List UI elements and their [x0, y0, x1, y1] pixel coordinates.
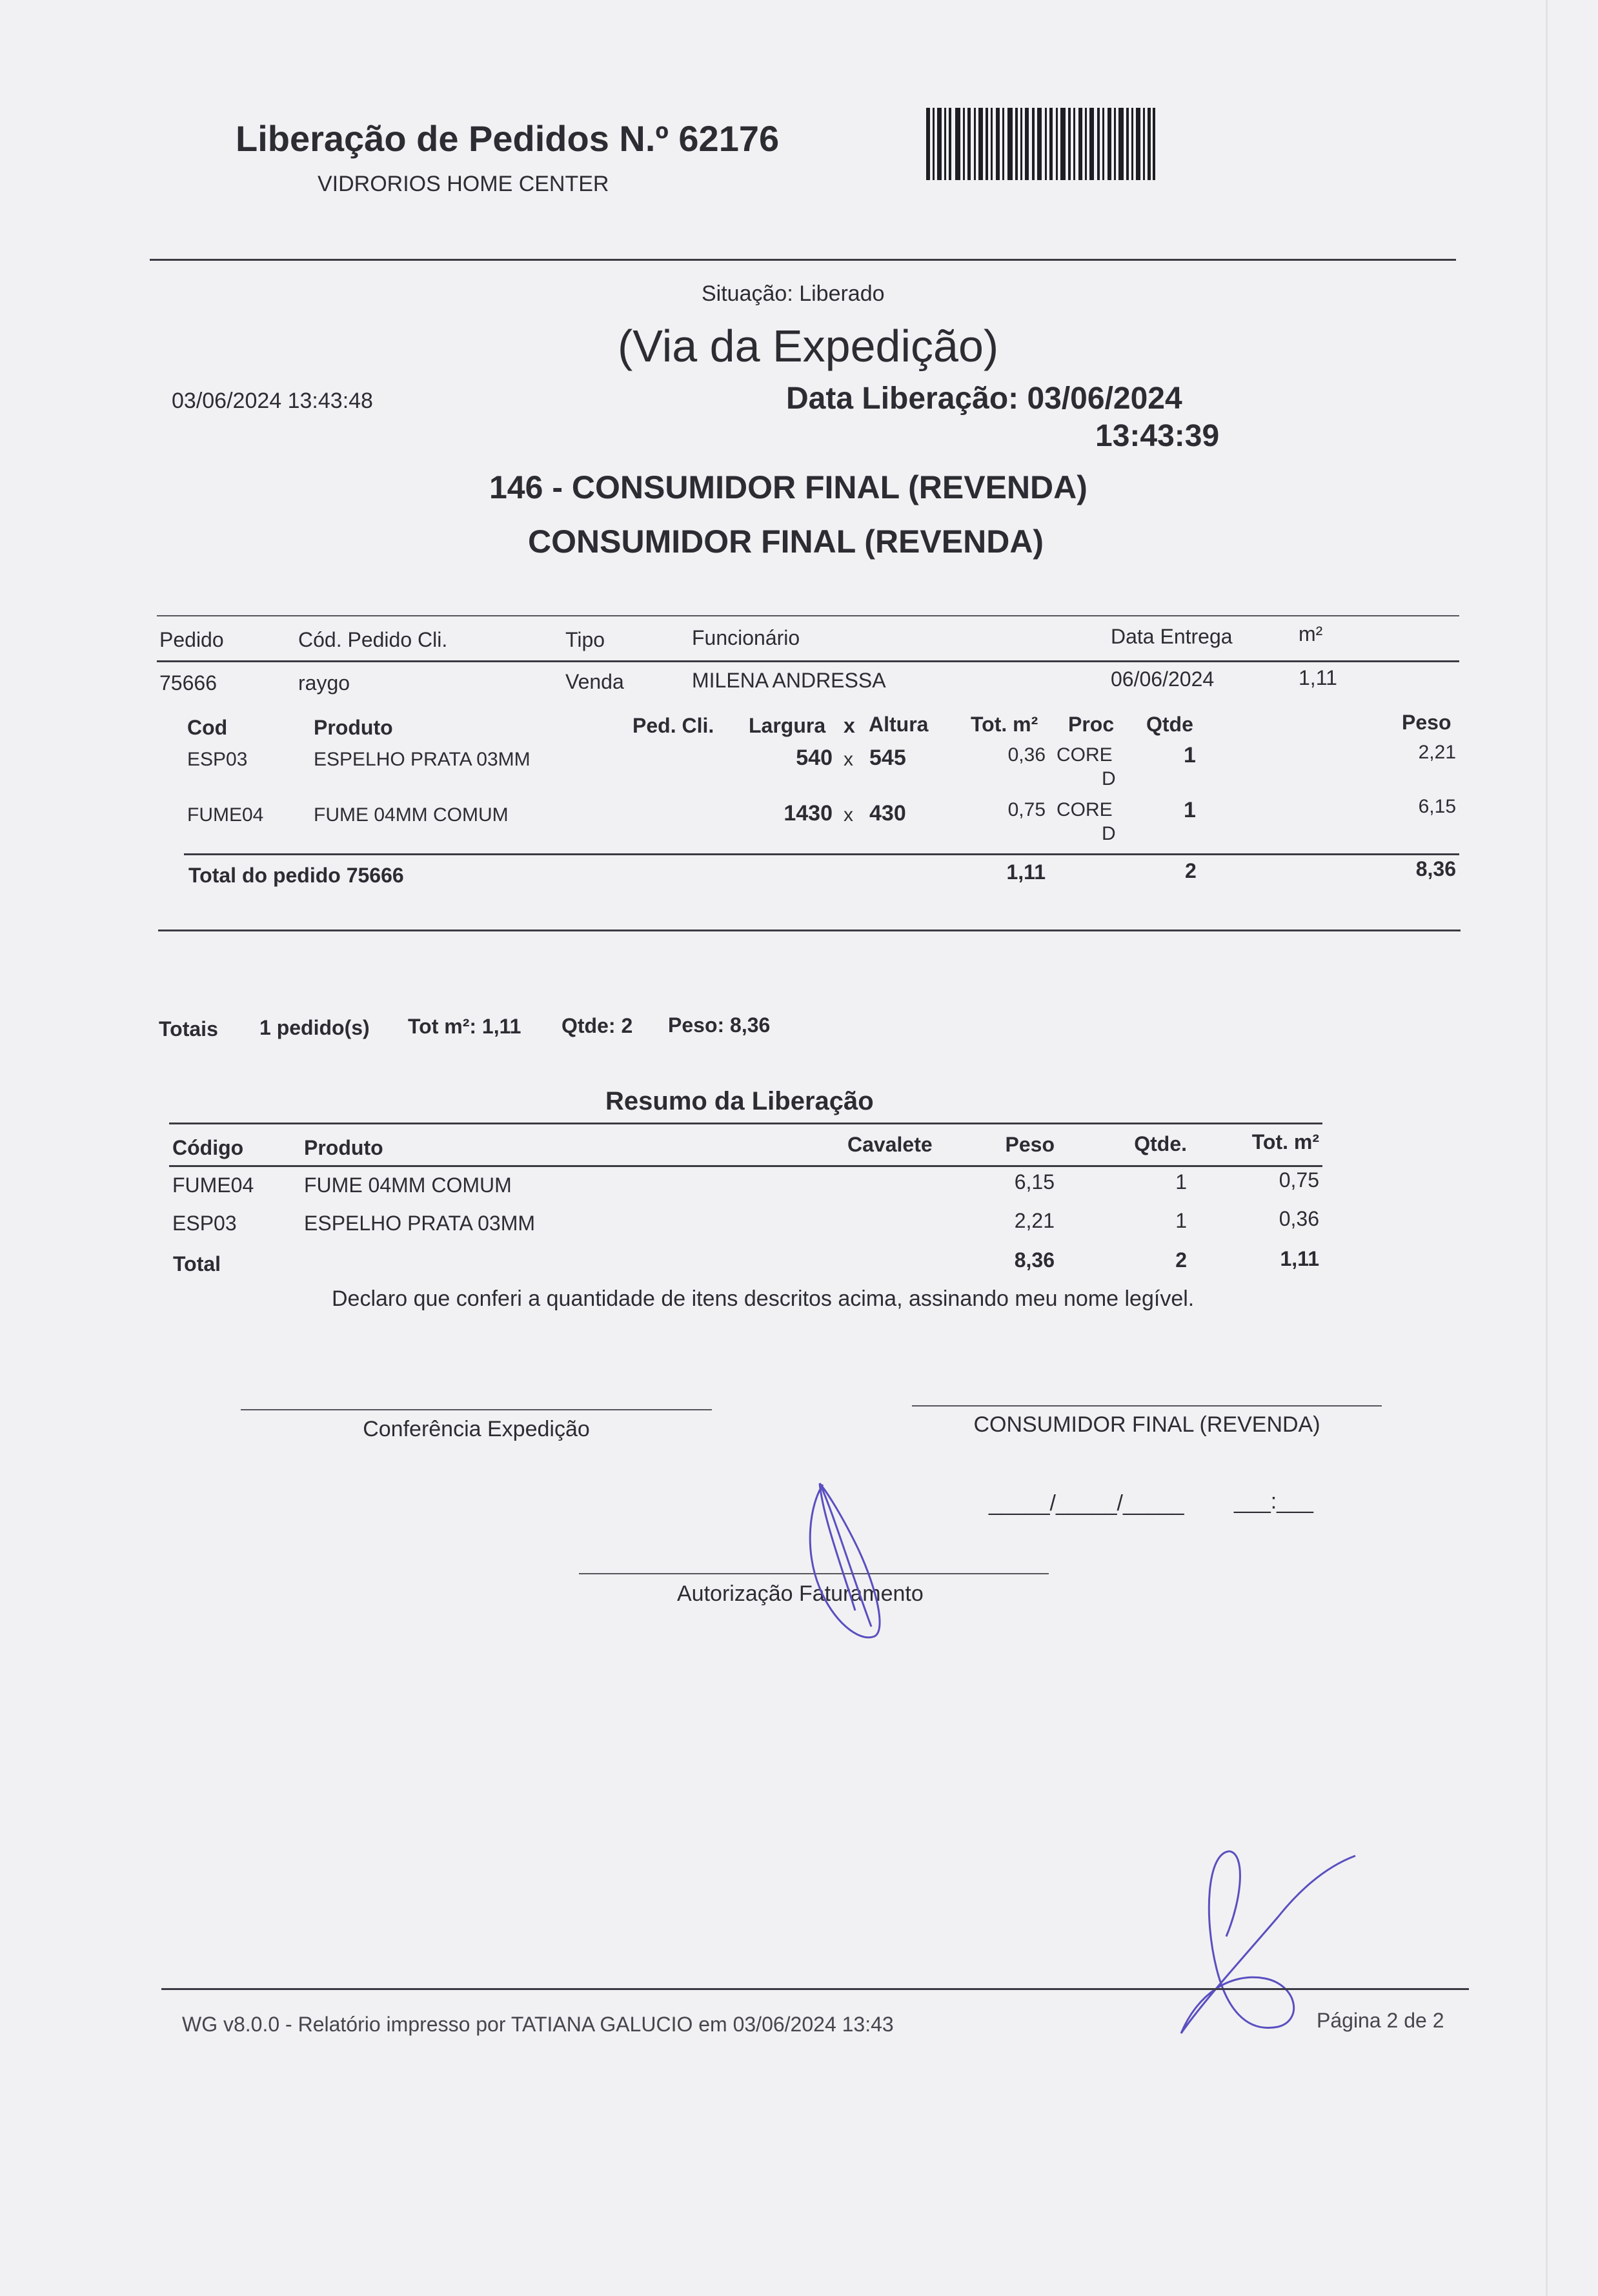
item-x: x [844, 804, 853, 826]
col-funcionario: Funcionário [692, 626, 800, 649]
summary-col-tot-m2: Tot. m² [1251, 1130, 1319, 1153]
order-total-qty: 2 [1185, 859, 1197, 882]
handwritten-signature [794, 1478, 891, 1646]
client-order-code: raygo [298, 671, 350, 695]
items-bottom-rule [158, 930, 1461, 931]
signature-line-customer [912, 1405, 1382, 1407]
item-weight: 6,15 [1418, 796, 1456, 817]
header-divider [150, 259, 1456, 261]
date-blank: _____/_____/_____ [989, 1491, 1184, 1516]
col-m2: m² [1299, 622, 1323, 645]
situation-label: Situação: Liberado [702, 281, 885, 306]
summary-total-label: Total [173, 1252, 221, 1275]
paper-edge [1546, 0, 1548, 2296]
signature-label-authorization: Autorização Faturamento [677, 1581, 924, 1606]
summary-header-rule [169, 1165, 1322, 1167]
summary-product: ESPELHO PRATA 03MM [304, 1212, 536, 1235]
summary-m2: 0,75 [1279, 1168, 1319, 1192]
item-code: ESP03 [187, 749, 248, 770]
summary-code: ESP03 [172, 1212, 237, 1235]
col-pedido: Pedido [159, 628, 224, 651]
client-code-name: 146 - CONSUMIDOR FINAL (REVENDA) [489, 469, 1087, 505]
item-total-m2: 0,75 [1007, 799, 1046, 820]
summary-top-rule [169, 1123, 1322, 1124]
item-code: FUME04 [187, 804, 264, 826]
summary-col-codigo: Código [172, 1136, 244, 1159]
order-total-weight: 8,36 [1415, 857, 1456, 880]
footer-rule [161, 1988, 1469, 1990]
employee-name: MILENA ANDRESSA [692, 669, 886, 692]
signature-line-expedition [241, 1409, 712, 1410]
declaration-text: Declaro que conferi a quantidade de itens descritos acima, assinando meu nome legível. [332, 1286, 1195, 1311]
item-x: x [844, 749, 853, 770]
item-product: FUME 04MM COMUM [314, 804, 509, 826]
order-table-header-rule [157, 660, 1459, 662]
document-title: Liberação de Pedidos N.º 62176 [236, 118, 780, 159]
item-process-cont: D [1102, 768, 1116, 789]
summary-total-m2: 1,11 [1280, 1247, 1319, 1270]
totals-weight: Peso: 8,36 [668, 1013, 771, 1037]
summary-col-produto: Produto [304, 1136, 383, 1159]
item-process: CORE [1057, 744, 1113, 766]
client-name: CONSUMIDOR FINAL (REVENDA) [528, 523, 1044, 560]
summary-total-qty: 2 [1175, 1248, 1187, 1272]
order-m2: 1,11 [1299, 666, 1337, 689]
col-cod-pedido-cli: Cód. Pedido Cli. [298, 628, 448, 651]
col-ped-cli: Ped. Cli. [632, 714, 714, 737]
summary-title: Resumo da Liberação [605, 1087, 874, 1115]
item-height: 430 [869, 801, 906, 826]
col-qtde: Qtde [1146, 713, 1193, 736]
totals-m2: Tot m²: 1,11 [408, 1015, 521, 1038]
order-total-m2: 1,11 [1006, 860, 1046, 884]
items-total-rule [184, 853, 1459, 855]
summary-weight: 6,15 [1014, 1170, 1055, 1194]
order-type: Venda [565, 670, 624, 693]
release-time: 13:43:39 [1095, 419, 1220, 453]
item-process: CORE [1057, 799, 1113, 820]
summary-col-cavalete: Cavalete [847, 1133, 933, 1156]
totals-qty: Qtde: 2 [561, 1014, 633, 1037]
footer-report-info: WG v8.0.0 - Relatório impresso por TATIANA GALUCIO em 03/06/2024 13:43 [182, 2013, 894, 2036]
col-peso: Peso [1402, 711, 1451, 734]
summary-qty: 1 [1175, 1170, 1187, 1194]
item-process-cont: D [1102, 823, 1116, 844]
order-number: 75666 [159, 671, 217, 695]
via-title: (Via da Expedição) [618, 321, 999, 371]
signature-label-expedition: Conferência Expedição [363, 1417, 590, 1441]
signature-label-customer: CONSUMIDOR FINAL (REVENDA) [973, 1412, 1320, 1437]
col-altura: Altura [869, 713, 929, 736]
summary-product: FUME 04MM COMUM [304, 1173, 512, 1197]
summary-weight: 2,21 [1014, 1209, 1055, 1232]
barcode [926, 108, 1155, 180]
summary-qty: 1 [1175, 1209, 1187, 1232]
delivery-date: 06/06/2024 [1111, 667, 1215, 691]
col-largura: Largura [749, 714, 826, 737]
item-weight: 2,21 [1418, 742, 1456, 763]
order-total-label: Total do pedido 75666 [188, 864, 404, 887]
item-qty: 1 [1184, 798, 1196, 822]
item-product: ESPELHO PRATA 03MM [314, 749, 531, 770]
item-total-m2: 0,36 [1007, 744, 1046, 766]
col-produto: Produto [314, 716, 393, 739]
totals-orders: 1 pedido(s) [259, 1016, 370, 1039]
col-tot-m2: Tot. m² [971, 713, 1038, 736]
footer-page-number: Página 2 de 2 [1317, 2009, 1444, 2032]
time-blank: ___:___ [1234, 1489, 1313, 1514]
summary-col-qtde: Qtde. [1134, 1132, 1187, 1155]
col-data-entrega: Data Entrega [1111, 625, 1233, 648]
col-cod: Cod [187, 716, 228, 739]
col-tipo: Tipo [565, 628, 605, 651]
totals-label: Totais [159, 1017, 218, 1041]
summary-m2: 0,36 [1279, 1207, 1319, 1230]
summary-code: FUME04 [172, 1173, 254, 1197]
item-qty: 1 [1184, 743, 1196, 767]
company-name: VIDRORIOS HOME CENTER [318, 172, 609, 196]
item-height: 545 [869, 746, 906, 770]
item-width: 1430 [784, 801, 833, 826]
printed-timestamp: 03/06/2024 13:43:48 [172, 389, 373, 413]
col-x: x [844, 714, 855, 737]
col-proc: Proc [1068, 713, 1115, 736]
order-table-top-rule [157, 615, 1459, 616]
item-width: 540 [796, 746, 833, 770]
summary-col-peso: Peso [1005, 1133, 1055, 1156]
summary-total-weight: 8,36 [1014, 1248, 1055, 1272]
release-date: Data Liberação: 03/06/2024 [786, 381, 1182, 416]
